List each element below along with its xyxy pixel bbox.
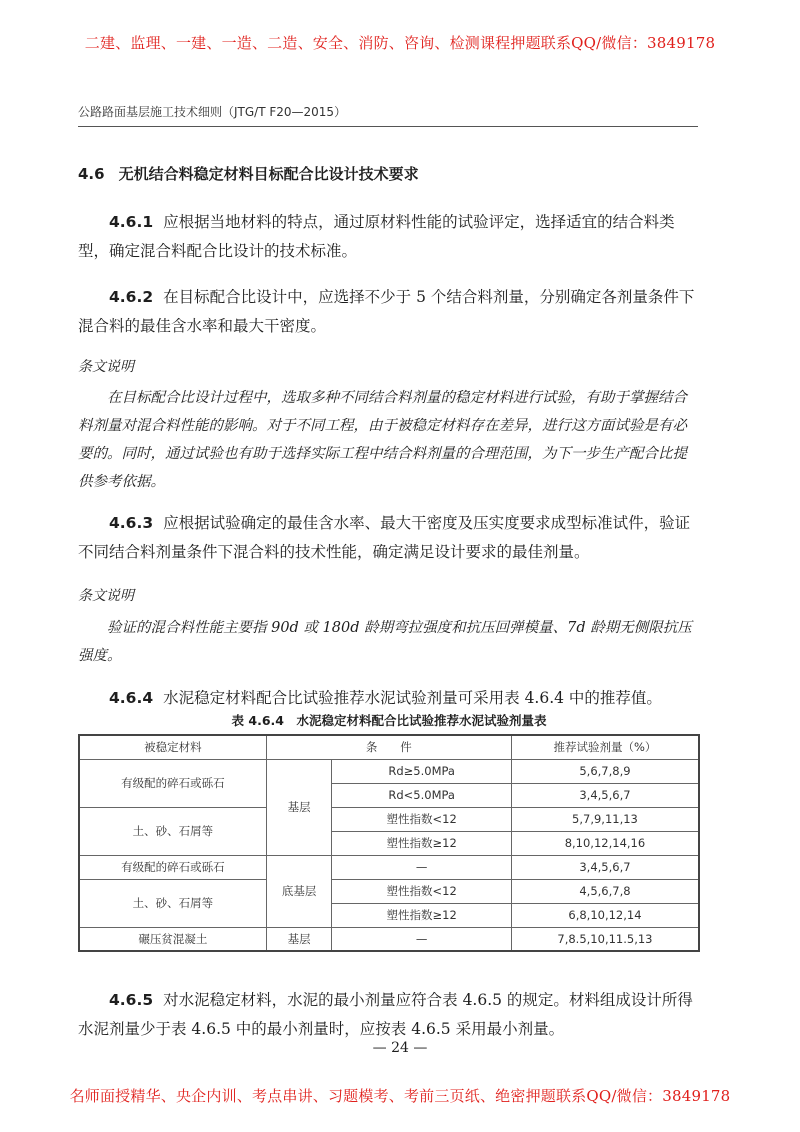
layer-cell: 基层 <box>266 759 332 855</box>
clause-4-6-3 <box>78 509 700 567</box>
header-condition: 条 件 <box>266 735 511 759</box>
layer-cell: 基层 <box>266 927 332 951</box>
dosage-cell: 6,8,10,12,14 <box>511 903 699 927</box>
dosage-cell: 7,8.5,10,11.5,13 <box>511 927 699 951</box>
dosage-table <box>78 734 700 952</box>
condition-cell: Rd<5.0MPa <box>332 783 511 807</box>
watermark-ad-top: 二建、监理、一建、一造、二造、安全、消防、咨询、检测课程押题联系QQ/微信：3849178 <box>84 34 716 52</box>
clause-text: 对水泥稳定材料，水泥的最小剂量应符合表 4.6.5 的规定。材料组成设计所得水泥剂量少于表 4.6.5 中的最小剂量时，应按表 4.6.5 采用最小剂量。 <box>78 991 693 1038</box>
condition-cell: 塑性指数<12 <box>332 807 511 831</box>
commentary-text: 验证的混合料性能主要指 90d 或 180d 龄期弯拉强度和抗压回弹模量、7d 龄期无侧限抗压强度。 <box>78 620 692 664</box>
header-dosage: 推荐试验剂量（%） <box>511 735 699 759</box>
clause-number: 4.6.2 <box>109 288 154 306</box>
clause-text: 应根据试验确定的最佳含水率、最大干密度及压实度要求成型标准试件，验证不同结合料剂量条件下混合料的技术性能，确定满足设计要求的最佳剂量。 <box>78 514 691 561</box>
commentary-label: 条文说明 <box>78 359 134 375</box>
table-row <box>79 927 699 951</box>
clause-number: 4.6.3 <box>109 514 154 532</box>
clause-number: 4.6.1 <box>109 213 154 231</box>
condition-cell: 塑性指数≥12 <box>332 903 511 927</box>
clause-number: 4.6.5 <box>109 991 154 1009</box>
watermark-ad-bottom: 名师面授精华、央企内训、考点串讲、习题模考、考前三页纸、绝密押题联系QQ/微信：3849178 <box>69 1087 731 1105</box>
condition-cell: 塑性指数<12 <box>332 879 511 903</box>
material-cell: 碾压贫混凝土 <box>79 927 266 951</box>
table-row <box>79 759 699 783</box>
dosage-cell: 3,4,5,6,7 <box>511 783 699 807</box>
material-cell: 有级配的碎石或砾石 <box>79 855 266 879</box>
commentary-text: 在目标配合比设计过程中，选取多种不同结合料剂量的稳定材料进行试验，有助于掌握结合料剂量对混合料性能的影响。对于不同工程，由于被稳定材料存在差异，进行这方面试验是有必要的。同时，通过试验也有助于选择实际工程中结合料剂量的合理范围，为下一步生产配合比提供参考依据。 <box>78 390 687 490</box>
condition-cell: Rd≥5.0MPa <box>332 759 511 783</box>
header-divider <box>78 126 698 127</box>
dosage-cell: 3,4,5,6,7 <box>511 855 699 879</box>
dosage-cell: 5,7,9,11,13 <box>511 807 699 831</box>
section-title-text: 无机结合料稳定材料目标配合比设计技术要求 <box>118 165 419 183</box>
table-row <box>79 879 699 903</box>
condition-cell: — <box>332 927 511 951</box>
dosage-cell: 8,10,12,14,16 <box>511 831 699 855</box>
clause-text: 水泥稳定材料配合比试验推荐水泥试验剂量可采用表 4.6.4 中的推荐值。 <box>163 689 662 707</box>
header-material: 被稳定材料 <box>79 735 266 759</box>
commentary-label: 条文说明 <box>78 588 134 604</box>
table-header-row <box>79 735 699 759</box>
dosage-cell: 5,6,7,8,9 <box>511 759 699 783</box>
table-row <box>79 855 699 879</box>
page-number: — 24 — <box>372 1040 428 1056</box>
material-cell: 土、砂、石屑等 <box>79 879 266 927</box>
clause-text: 应根据当地材料的特点，通过原材料性能的试验评定，选择适宜的结合料类型，确定混合料配合比设计的技术标准。 <box>78 213 675 260</box>
material-cell: 有级配的碎石或砾石 <box>79 759 266 807</box>
clause-4-6-5 <box>78 986 700 1044</box>
clause-text: 在目标配合比设计中，应选择不少于 5 个结合料剂量，分别确定各剂量条件下混合料的最佳含水率和最大干密度。 <box>78 288 695 335</box>
clause-4-6-1 <box>78 208 700 266</box>
clause-number: 4.6.4 <box>109 689 154 707</box>
layer-cell: 底基层 <box>266 855 332 927</box>
table-caption: 表 4.6.4 水泥稳定材料配合比试验推荐水泥试验剂量表 <box>231 713 547 728</box>
running-header: 公路路面基层施工技术细则（JTG/T F20—2015） <box>78 105 347 119</box>
condition-cell: 塑性指数≥12 <box>332 831 511 855</box>
section-heading <box>78 160 700 189</box>
clause-4-6-4 <box>78 684 700 713</box>
section-number: 4.6 <box>78 165 105 183</box>
dosage-cell: 4,5,6,7,8 <box>511 879 699 903</box>
condition-cell: — <box>332 855 511 879</box>
material-cell: 土、砂、石屑等 <box>79 807 266 855</box>
table-row <box>79 807 699 831</box>
clause-4-6-2 <box>78 283 700 341</box>
